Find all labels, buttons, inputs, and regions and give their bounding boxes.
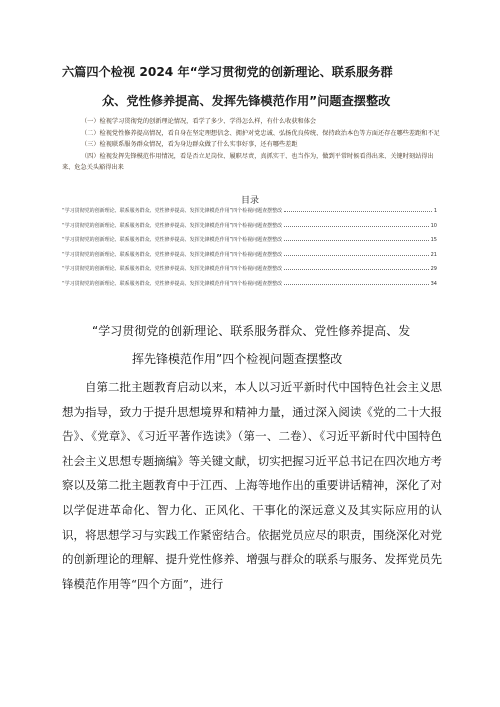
toc-entry-text: “学习贯彻党的创新理论、联系服务群众、党性修养提高、发挥先锋模范作用”四个检视问题查摆整改 bbox=[62, 222, 283, 229]
toc-leader-dots bbox=[284, 255, 428, 256]
toc-entry-text: “学习贯彻党的创新理论、联系服务群众、党性修养提高、发挥先锋模范作用”四个检视问题查摆整改 bbox=[62, 208, 283, 214]
title-line-1: 六篇四个检视 2024 年“学习贯彻党的创新理论、联系服务群 bbox=[62, 65, 393, 79]
toc-entry-text: “学习贯彻党的创新理论、联系服务群众、党性修养提高、发挥先锋模范作用”四个检视问题查摆整改 bbox=[62, 251, 283, 258]
section-title-line-1: “学习贯彻党的创新理论、联系服务群众、党性修养提高、发 bbox=[92, 324, 411, 338]
document-title bbox=[62, 63, 442, 110]
section-title-line-2: 挥先锋模范作用”四个检视问题查摆整改 bbox=[132, 352, 343, 366]
toc-entry-text: “学习贯彻党的创新理论、联系服务群众、党性修养提高、发挥先锋模范作用”四个检视问题查摆整改 bbox=[62, 237, 283, 243]
toc-entry[interactable] bbox=[62, 265, 437, 280]
toc-heading: 目录 bbox=[240, 196, 259, 206]
table-of-contents bbox=[62, 207, 437, 294]
inspection-item-4: （四）检视发挥先锋模范作用情况，看是否立足岗位、履职尽责，真抓实干、也当作为，做到平常时候看得出来、关键时刻站得出来、危急关头豁得出来 bbox=[62, 152, 434, 172]
inspection-items bbox=[62, 116, 442, 174]
body-paragraph: 自第二批主题教育启动以来，本人以习近平新时代中国特色社会主义思想为指导，致力于提升思想境界和精神力量，通过深入阅读《党的二十大报告》、《党章》、《习近平著作选读》（第一、二卷）、《习近平新时代中国特色社会主义思想专题摘编》等关键文献，切实把握习近平总书记在四次地方考察以及第二批主题教育中于江西、上海等地作出的重要讲话精神，深化了对以学促进革命化、智力化、正风化、干事化的深远意义及其实际应用的认识，将思想学习与实践工作紧密结合。依据党员应尽的职责，围绕深化对党的创新理论的理解、提升党性修养、增强与群众的联系与服务、发挥党员先锋模范作用等“四个方面”，进行 bbox=[62, 380, 442, 591]
toc-entry-page: 10 bbox=[430, 222, 437, 229]
toc-entry[interactable] bbox=[62, 280, 437, 295]
toc-leader-dots bbox=[284, 269, 428, 270]
toc-entry-page: 21 bbox=[430, 251, 437, 258]
section-title bbox=[92, 322, 422, 368]
toc-entry-page: 15 bbox=[430, 237, 437, 243]
toc-entry[interactable] bbox=[62, 236, 437, 251]
inspection-item-3: （三）检视联系服务群众情况，看为身边群众做了什么实事好事，还有哪些差距 bbox=[81, 141, 298, 149]
toc-entry-text: “学习贯彻党的创新理论、联系服务群众、党性修养提高、发挥先锋模范作用”四个检视问题查摆整改 bbox=[62, 266, 283, 272]
toc-leader-dots bbox=[284, 240, 428, 241]
toc-entry-page: 34 bbox=[430, 280, 437, 287]
toc-leader-dots bbox=[284, 284, 428, 285]
toc-entry[interactable] bbox=[62, 222, 437, 237]
toc-entry[interactable] bbox=[62, 207, 437, 222]
toc-entry[interactable] bbox=[62, 251, 437, 266]
inspection-item-1: （一）检视学习贯彻党的创新理论情况，看学了多少、学得怎么样，有什么收获和体会 bbox=[81, 118, 317, 125]
title-line-2: 众、党性修养提高、发挥先锋模范作用”问题查摆整改 bbox=[102, 94, 391, 108]
toc-entry-text: “学习贯彻党的创新理论、联系服务群众、党性修养提高、发挥先锋模范作用”四个检视问题查摆整改 bbox=[62, 280, 283, 287]
inspection-item-2: （二）检视党性修养提高情况，看自身在坚定理想信念、拥护对党忠诚、弘扬优良传统、保持政治本色等方面还存在哪些差距和不足 bbox=[81, 129, 440, 137]
toc-entry-page: 1 bbox=[433, 208, 437, 214]
toc-leader-dots bbox=[284, 211, 432, 212]
toc-leader-dots bbox=[284, 226, 428, 227]
toc-entry-page: 29 bbox=[430, 266, 437, 272]
